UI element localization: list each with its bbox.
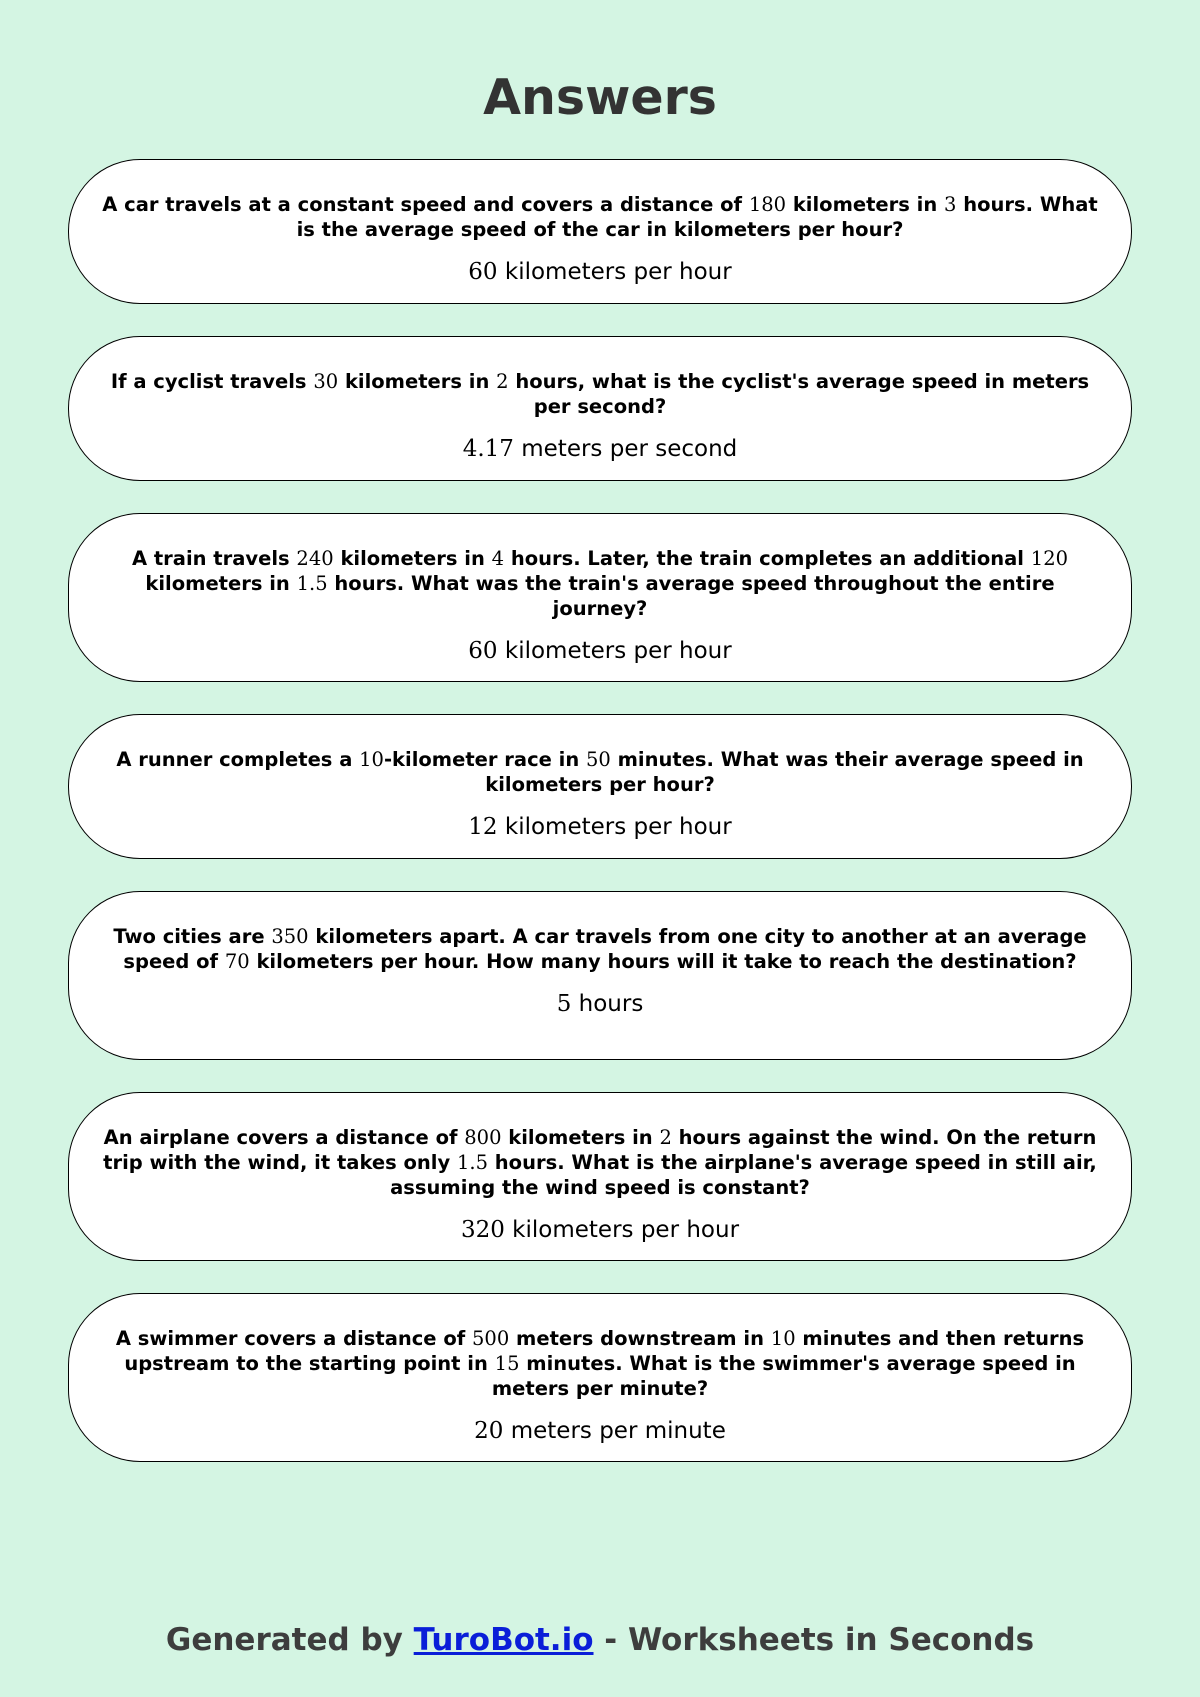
footer-suffix: - Worksheets in Seconds [593,1622,1035,1658]
answer-text: 60 kilometers per hour [468,638,732,664]
question-text: A train travels 240 kilometers in 4 hours. Later, the train completes an additional 120 kilometers in 1.5 hours. What was the train's average speed throughout the entire journey? [131,547,1069,620]
answer-card [68,1092,1132,1261]
question-text: If a cyclist travels 30 kilometers in 2 hours, what is the cyclist's average speed in meters per second? [110,370,1090,418]
page-title: Answers [483,69,717,126]
answer-card [68,336,1132,481]
answer-text: 20 meters per minute [474,1418,726,1444]
answer-card [68,891,1132,1060]
answer-card [68,1293,1132,1462]
footer [0,1620,1200,1660]
answer-text: 320 kilometers per hour [460,1217,740,1243]
turobot-link[interactable]: TuroBot.io [413,1622,594,1658]
answer-text: 12 kilometers per hour [468,814,732,840]
question-text: A runner completes a 10-kilometer race in 50 minutes. What was their average speed in kilometers per hour? [116,748,1084,796]
question-text: An airplane covers a distance of 800 kilometers in 2 hours against the wind. On the return trip with the wind, it takes only 1.5 hours. What is the airplane's average speed in still air, assuming the wind speed is constant? [103,1126,1097,1199]
question-text: Two cities are 350 kilometers apart. A car travels from one city to another at an average speed of 70 kilometers per hour. How many hours will it take to reach the destination? [113,925,1087,973]
footer-prefix: Generated by [165,1622,414,1658]
answer-list [68,159,1132,1494]
answer-text: 4.17 meters per second [462,436,738,462]
answer-text: 5 hours [556,991,644,1017]
answer-card [68,714,1132,859]
answer-text: 60 kilometers per hour [468,259,732,285]
question-text: A swimmer covers a distance of 500 meters downstream in 10 minutes and then returns upstream to the starting point in 15 minutes. What is the swimmer's average speed in meters per minute? [115,1327,1085,1400]
answer-card [68,513,1132,682]
answer-card [68,159,1132,304]
question-text: A car travels at a constant speed and covers a distance of 180 kilometers in 3 hours. What is the average speed of the car in kilometers per hour? [102,193,1098,241]
